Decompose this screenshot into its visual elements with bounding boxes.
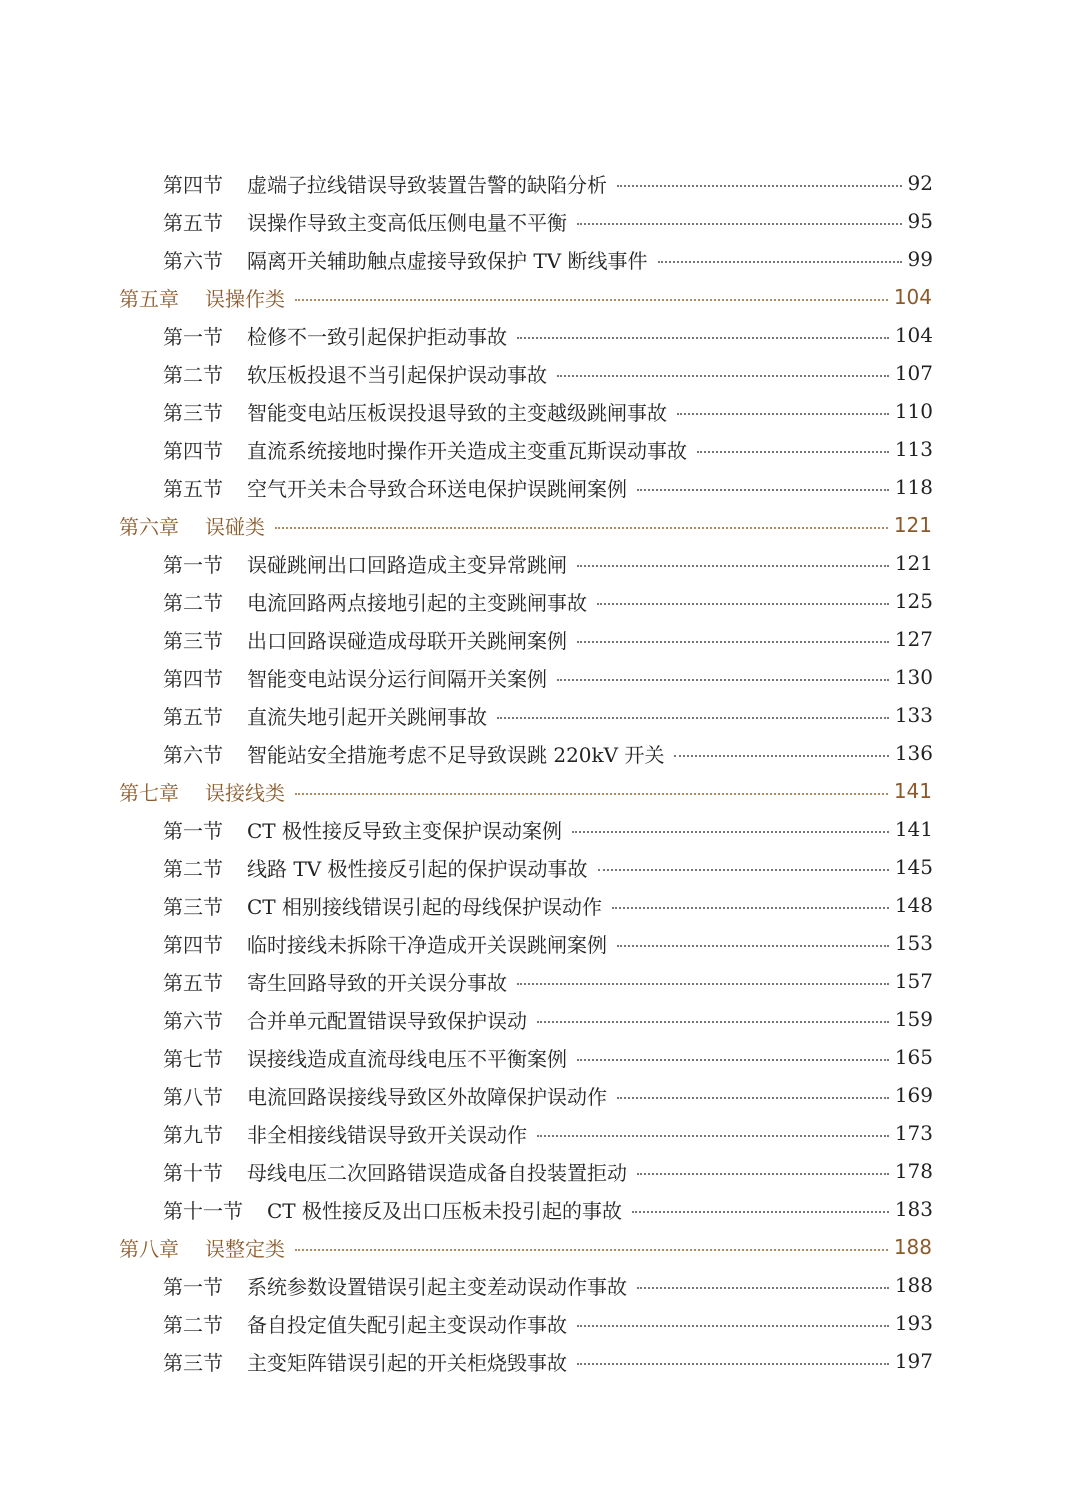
- section-title: 系统参数设置错误引起主变差动误动作事故: [247, 1274, 627, 1299]
- page-number: 145: [894, 855, 933, 879]
- section-title: 误接线造成直流母线电压不平衡案例: [247, 1046, 567, 1071]
- section-number: 第四节: [163, 932, 223, 957]
- dot-leader: [577, 1363, 889, 1365]
- section-number: 第十一节: [163, 1198, 243, 1223]
- page-number: 118: [894, 475, 933, 499]
- page-number: 157: [894, 969, 933, 993]
- toc-section-row[interactable]: [0, 316, 933, 354]
- dot-leader: [617, 945, 889, 947]
- section-title: 备自投定值失配引起主变误动作事故: [247, 1312, 567, 1337]
- section-title: 误碰跳闸出口回路造成主变异常跳闸: [247, 552, 567, 577]
- section-number: 第六节: [163, 742, 223, 767]
- page-number: 141: [894, 817, 933, 841]
- section-number: 第四节: [163, 438, 223, 463]
- section-number: 第三节: [163, 400, 223, 425]
- page-number: 193: [894, 1311, 933, 1335]
- page-number: 169: [894, 1083, 933, 1107]
- section-number: 第一节: [163, 552, 223, 577]
- section-number: 第一节: [163, 1274, 223, 1299]
- page-number: 133: [894, 703, 933, 727]
- toc-section-row[interactable]: [0, 240, 933, 278]
- toc-section-row[interactable]: [0, 886, 933, 924]
- section-title: 空气开关未合导致合环送电保护误跳闸案例: [247, 476, 627, 501]
- dot-leader: [557, 679, 889, 681]
- section-title: 电流回路两点接地引起的主变跳闸事故: [247, 590, 587, 615]
- section-number: 第一节: [163, 324, 223, 349]
- page-number: 104: [894, 323, 933, 347]
- toc-section-row[interactable]: [0, 1266, 933, 1304]
- toc-section-row[interactable]: [0, 544, 933, 582]
- page-number: 92: [907, 171, 933, 195]
- dot-leader: [637, 489, 889, 491]
- chapter-title: 误接线类: [205, 780, 285, 805]
- dot-leader: [598, 869, 889, 871]
- section-number: 第四节: [163, 666, 223, 691]
- dot-leader: [577, 1325, 889, 1327]
- section-title: CT 极性接反及出口压板未投引起的事故: [267, 1198, 622, 1223]
- page-number: 125: [894, 589, 933, 613]
- section-number: 第八节: [163, 1084, 223, 1109]
- toc-section-row[interactable]: [0, 620, 933, 658]
- dot-leader: [295, 793, 888, 795]
- toc-section-row[interactable]: [0, 392, 933, 430]
- page-number: 121: [893, 513, 932, 537]
- dot-leader: [295, 1249, 888, 1251]
- toc-section-row[interactable]: [0, 582, 933, 620]
- page-number: 153: [894, 931, 933, 955]
- toc-section-row[interactable]: [0, 924, 933, 962]
- page-number: 141: [893, 779, 932, 803]
- section-title: 直流系统接地时操作开关造成主变重瓦斯误动事故: [247, 438, 687, 463]
- section-number: 第五节: [163, 476, 223, 501]
- toc-section-row[interactable]: [0, 164, 933, 202]
- section-title: 寄生回路导致的开关误分事故: [247, 970, 507, 995]
- page-number: 159: [894, 1007, 933, 1031]
- section-number: 第二节: [163, 362, 223, 387]
- section-title: 非全相接线错误导致开关误动作: [247, 1122, 527, 1147]
- section-number: 第六节: [163, 1008, 223, 1033]
- section-number: 第三节: [163, 894, 223, 919]
- section-title: CT 极性接反导致主变保护误动案例: [247, 818, 562, 843]
- toc-section-row[interactable]: [0, 696, 933, 734]
- section-number: 第九节: [163, 1122, 223, 1147]
- page-number: 104: [893, 285, 932, 309]
- section-title: 误操作导致主变高低压侧电量不平衡: [247, 210, 567, 235]
- section-number: 第三节: [163, 628, 223, 653]
- dot-leader: [612, 907, 889, 909]
- page-number: 136: [894, 741, 933, 765]
- toc-section-row[interactable]: [0, 1190, 933, 1228]
- dot-leader: [674, 755, 888, 757]
- section-title: 智能站安全措施考虑不足导致误跳 220kV 开关: [247, 742, 665, 767]
- dot-leader: [517, 983, 889, 985]
- section-title: 虚端子拉线错误导致装置告警的缺陷分析: [247, 172, 607, 197]
- toc-section-row[interactable]: [0, 430, 933, 468]
- dot-leader: [617, 185, 902, 187]
- dot-leader: [577, 641, 889, 643]
- toc-section-row[interactable]: [0, 1152, 933, 1190]
- section-number: 第二节: [163, 856, 223, 881]
- page-number: 95: [907, 209, 933, 233]
- dot-leader: [577, 565, 889, 567]
- toc-chapter-row[interactable]: [0, 506, 932, 544]
- page-number: 121: [894, 551, 933, 575]
- toc-section-row[interactable]: [0, 1304, 933, 1342]
- page-number: 113: [894, 437, 933, 461]
- toc-section-row[interactable]: [0, 810, 933, 848]
- dot-leader: [295, 299, 888, 301]
- dot-leader: [617, 1097, 889, 1099]
- section-number: 第一节: [163, 818, 223, 843]
- dot-leader: [275, 527, 888, 529]
- section-number: 第五节: [163, 970, 223, 995]
- toc-section-row[interactable]: [0, 658, 933, 696]
- page-number: 107: [894, 361, 933, 385]
- section-number: 第二节: [163, 590, 223, 615]
- chapter-number: 第六章: [119, 514, 179, 539]
- dot-leader: [597, 603, 889, 605]
- table-of-contents: [0, 164, 1080, 1380]
- page-number: 99: [907, 247, 933, 271]
- dot-leader: [557, 375, 889, 377]
- chapter-number: 第五章: [119, 286, 179, 311]
- toc-section-row[interactable]: [0, 1000, 933, 1038]
- page-number: 188: [893, 1235, 932, 1259]
- section-title: 智能变电站压板误投退导致的主变越级跳闸事故: [247, 400, 667, 425]
- toc-section-row[interactable]: [0, 962, 933, 1000]
- toc-chapter-row[interactable]: [0, 772, 932, 810]
- section-number: 第三节: [163, 1350, 223, 1375]
- section-title: 母线电压二次回路错误造成备自投装置拒动: [247, 1160, 627, 1185]
- section-title: 智能变电站误分运行间隔开关案例: [247, 666, 547, 691]
- section-title: 软压板投退不当引起保护误动事故: [247, 362, 547, 387]
- toc-section-row[interactable]: [0, 1342, 933, 1380]
- section-title: 出口回路误碰造成母联开关跳闸案例: [247, 628, 567, 653]
- page-number: 188: [894, 1273, 933, 1297]
- section-title: 临时接线未拆除干净造成开关误跳闸案例: [247, 932, 607, 957]
- dot-leader: [537, 1021, 889, 1023]
- section-title: 直流失地引起开关跳闸事故: [247, 704, 487, 729]
- page-number: 110: [894, 399, 933, 423]
- toc-section-row[interactable]: [0, 734, 933, 772]
- toc-section-row[interactable]: [0, 1114, 933, 1152]
- toc-section-row[interactable]: [0, 848, 933, 886]
- section-title: 隔离开关辅助触点虚接导致保护 TV 断线事件: [247, 248, 648, 273]
- page-number: 127: [894, 627, 933, 651]
- toc-section-row[interactable]: [0, 354, 933, 392]
- toc-section-row[interactable]: [0, 1076, 933, 1114]
- chapter-number: 第七章: [119, 780, 179, 805]
- section-number: 第四节: [163, 172, 223, 197]
- dot-leader: [517, 337, 889, 339]
- dot-leader: [572, 831, 889, 833]
- toc-section-row[interactable]: [0, 468, 933, 506]
- section-number: 第十节: [163, 1160, 223, 1185]
- section-number: 第二节: [163, 1312, 223, 1337]
- page-number: 173: [894, 1121, 933, 1145]
- section-title: 线路 TV 极性接反引起的保护误动事故: [247, 856, 588, 881]
- dot-leader: [658, 261, 902, 263]
- chapter-title: 误操作类: [205, 286, 285, 311]
- dot-leader: [577, 1059, 889, 1061]
- section-title: CT 相别接线错误引起的母线保护误动作: [247, 894, 602, 919]
- page-number: 130: [894, 665, 933, 689]
- page-number: 183: [894, 1197, 933, 1221]
- toc-chapter-row[interactable]: [0, 1228, 932, 1266]
- page-number: 197: [894, 1349, 933, 1373]
- section-title: 合并单元配置错误导致保护误动: [247, 1008, 527, 1033]
- dot-leader: [637, 1173, 889, 1175]
- section-number: 第六节: [163, 248, 223, 273]
- chapter-title: 误碰类: [205, 514, 265, 539]
- dot-leader: [697, 451, 889, 453]
- toc-section-row[interactable]: [0, 202, 933, 240]
- section-title: 检修不一致引起保护拒动事故: [247, 324, 507, 349]
- section-title: 电流回路误接线导致区外故障保护误动作: [247, 1084, 607, 1109]
- page-number: 178: [894, 1159, 933, 1183]
- section-number: 第五节: [163, 210, 223, 235]
- page-number: 148: [894, 893, 933, 917]
- dot-leader: [537, 1135, 889, 1137]
- section-number: 第七节: [163, 1046, 223, 1071]
- page-number: 165: [894, 1045, 933, 1069]
- toc-chapter-row[interactable]: [0, 278, 932, 316]
- section-number: 第五节: [163, 704, 223, 729]
- toc-section-row[interactable]: [0, 1038, 933, 1076]
- chapter-number: 第八章: [119, 1236, 179, 1261]
- dot-leader: [677, 413, 889, 415]
- dot-leader: [497, 717, 889, 719]
- dot-leader: [577, 223, 902, 225]
- section-title: 主变矩阵错误引起的开关柜烧毁事故: [247, 1350, 567, 1375]
- dot-leader: [632, 1211, 889, 1213]
- dot-leader: [637, 1287, 889, 1289]
- chapter-title: 误整定类: [205, 1236, 285, 1261]
